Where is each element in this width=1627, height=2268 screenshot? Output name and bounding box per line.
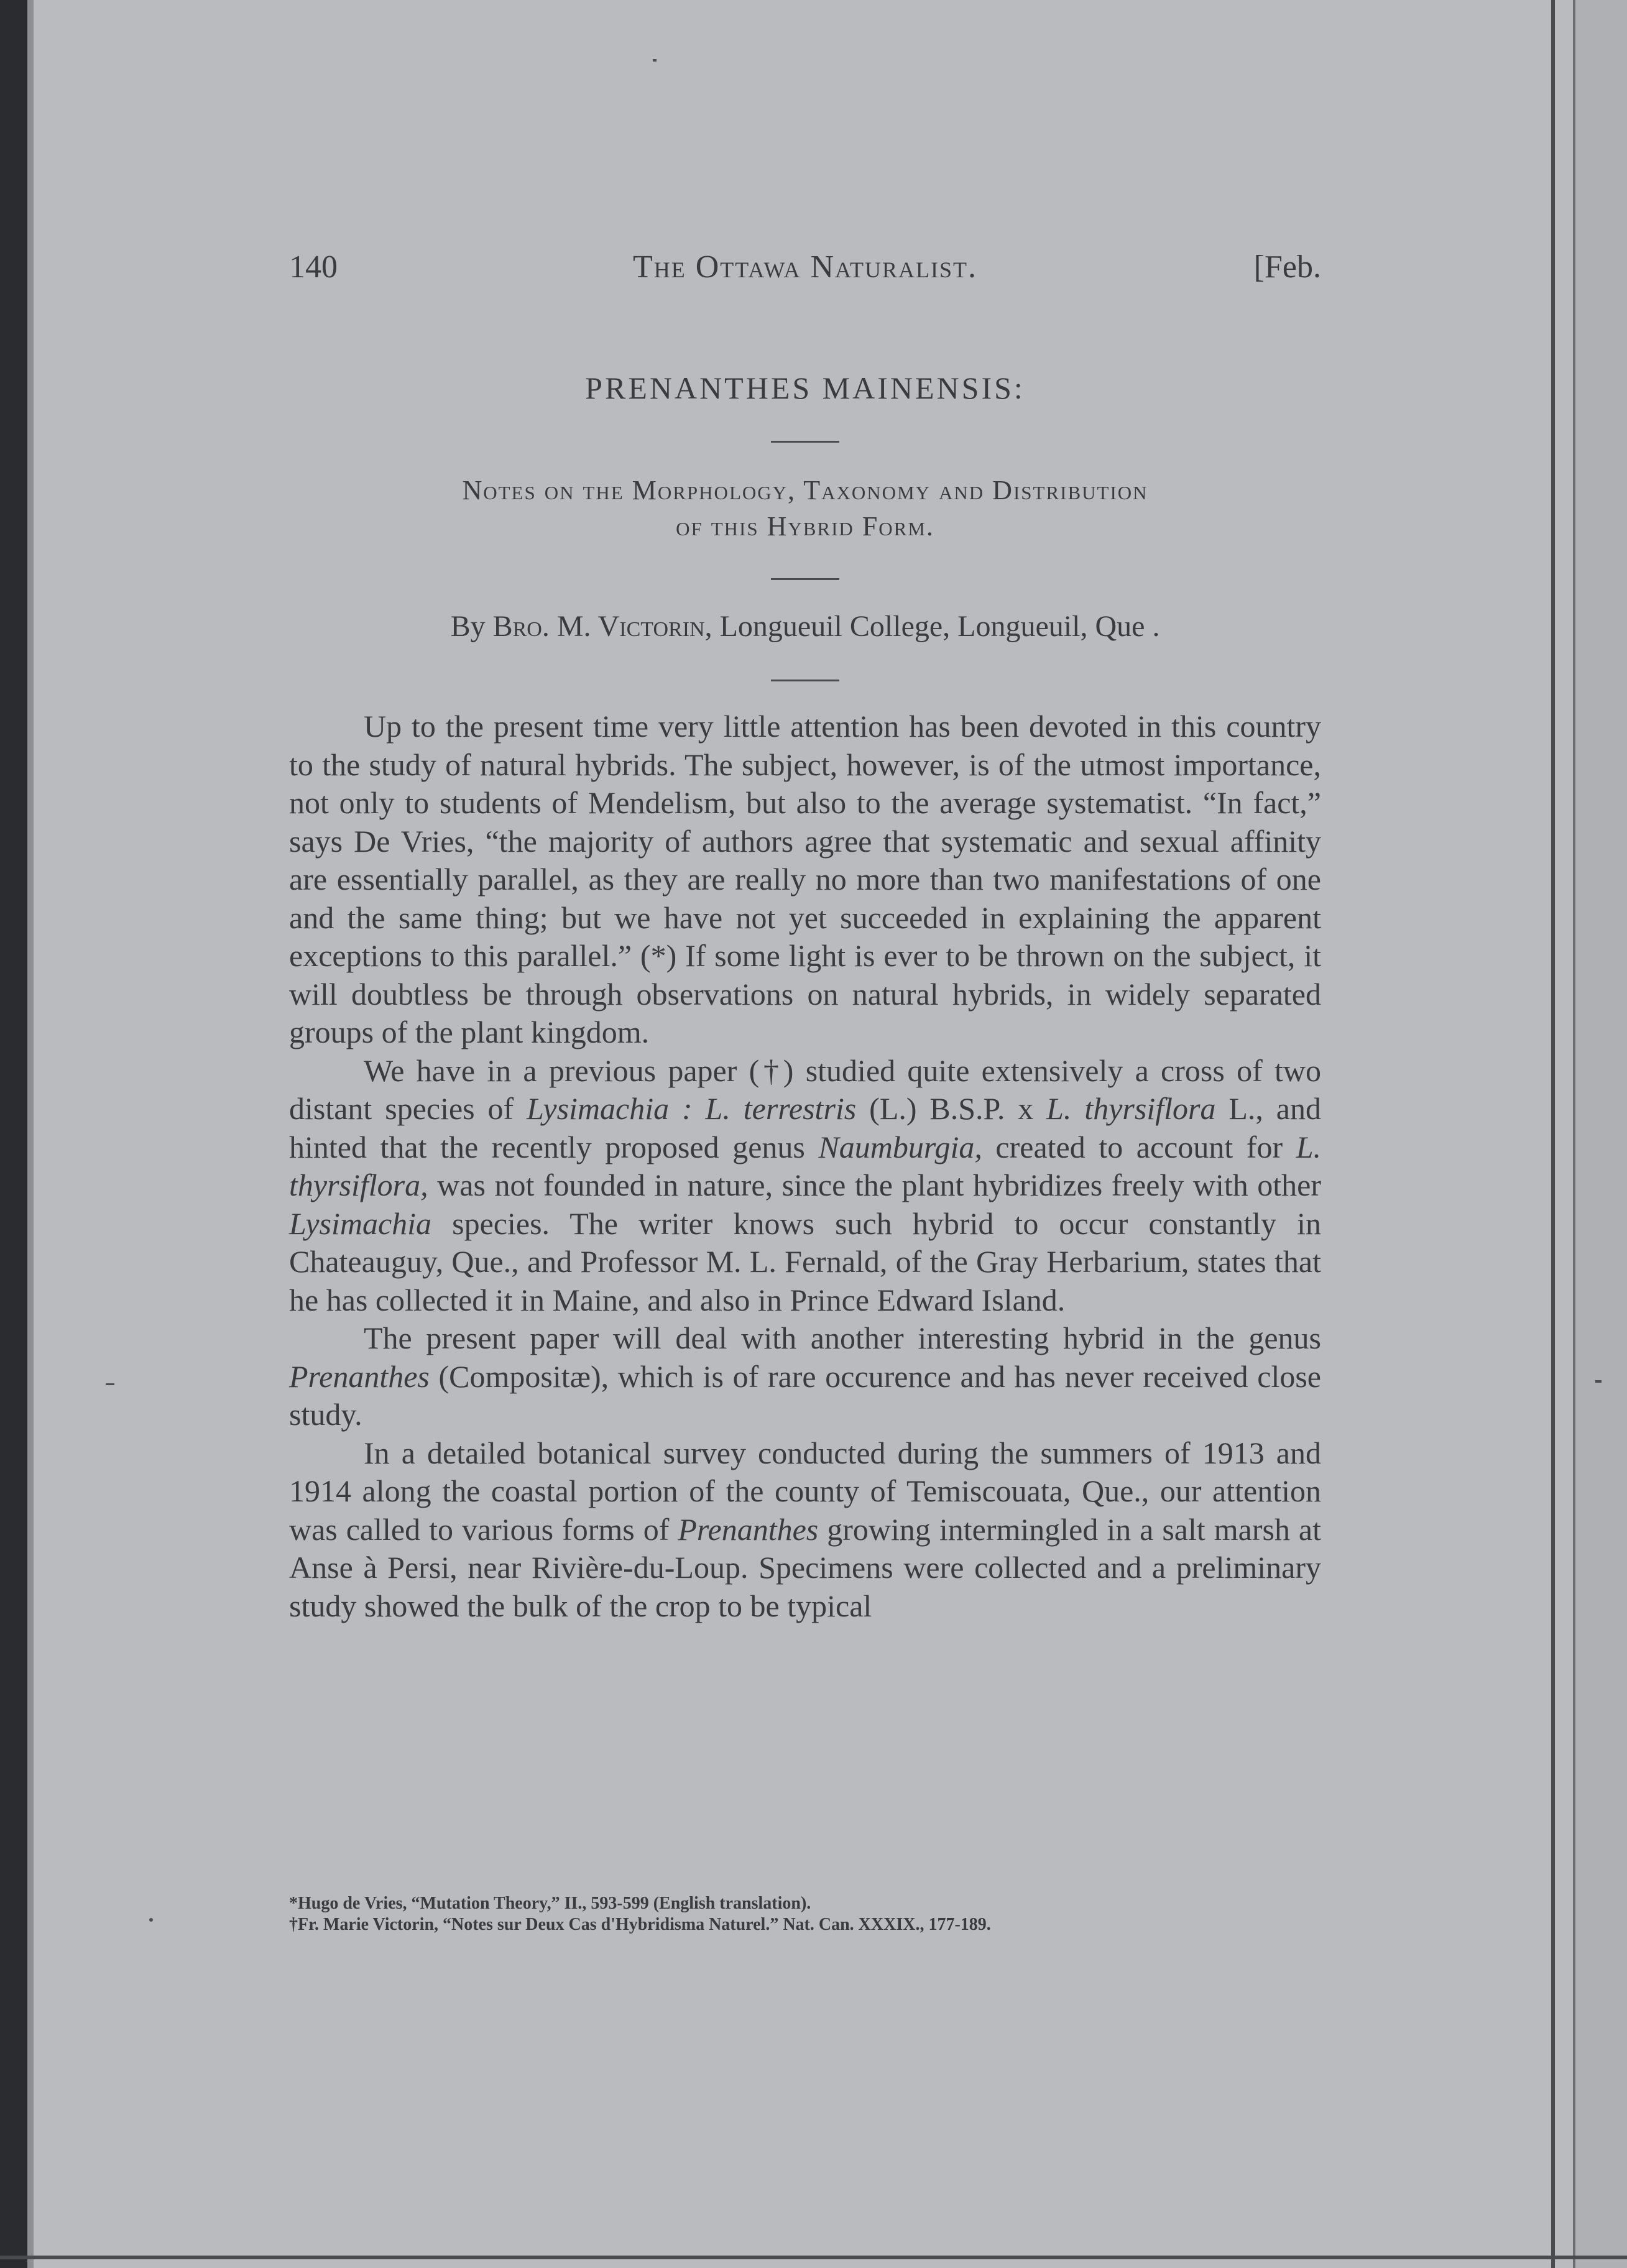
article-subtitle [289,472,1321,545]
paragraph-2-text: was not founded in nature, since the plant hybridizes freely with other [428,1168,1321,1202]
bottom-edge-line [0,2256,1627,2259]
right-binding-line [1551,0,1555,2268]
journal-title: The Ottawa Naturalist. [632,249,978,285]
paragraph-2-text: We have in a previous paper (†) studied quite extensively a cross of two distant species of [289,1053,1321,1126]
article-body [289,708,1321,1625]
page-left-edge [27,0,34,2268]
title-divider [771,441,839,443]
footnotes [289,1893,1334,1935]
paragraph-2-text: L., and hinted that the recently proposed genus [289,1091,1321,1164]
paragraph-1 [289,708,1321,1052]
species-name: L. thyrsiflora, [289,1129,1321,1202]
speck [1595,1380,1602,1383]
paragraph-2 [289,1052,1321,1320]
author-name: Bro. M. Victorin, [492,610,712,643]
author-affiliation: Longueuil College, Longueuil, Que . [719,610,1160,643]
speck [106,1383,114,1385]
paragraph-3 [289,1319,1321,1434]
paragraph-2-text: species. The writer knows such hybrid to occur constantly in Chateauguy, Que., and Professor M. L. Fernald, of the Gray Herbarium, states that he has collected it in Maine, and also in Prince Edward Island. [289,1205,1321,1317]
issue-month: [Feb. [1253,249,1321,285]
genus-name: Prenanthes [289,1358,430,1394]
byline-divider [771,680,839,681]
footnote-1: *Hugo de Vries, “Mutation Theory,” II., 593-599 (English translation). [289,1894,811,1913]
page-number: 140 [289,249,338,285]
running-header [289,249,1321,292]
genus-name: Naumburgia, [818,1129,982,1164]
subtitle-divider [771,578,839,580]
byline [289,609,1321,643]
species-name: Lysimachia : L. terrestris [527,1091,857,1126]
genus-name: Prenanthes [678,1511,819,1547]
species-name: L. thyrsiflora [1046,1091,1216,1126]
speck [149,1918,153,1922]
genus-name: Lysimachia [289,1205,432,1241]
speck [653,59,657,62]
subtitle-line-1: Notes on the Morphology, Taxonomy and Distribution [462,475,1148,505]
paragraph-4 [289,1434,1321,1626]
adjacent-page-strip [1575,0,1627,2268]
paragraph-2-text: (L.) B.S.P. x [856,1091,1047,1126]
paragraph-1-text: Up to the present time very little attention has been devoted in this country to the study of natural hybrids. The subject, however, is of the utmost importance, not only to students of Mendelism, but also to the average systematist. “In fact,” says De Vries, “the majority of authors agree that systematic and sexual affinity are essentially parallel, as they are really no more than two manifestations of one and the same thing; but we have not yet succeeded in explaining the apparent exceptions to this parallel.” (*) If some light is ever to be thrown on the subject, it will doubtless be through observations on natural hybrids, in widely separated groups of the plant kingdom. [289,709,1321,1049]
paragraph-3-text: (Compositæ), which is of rare occurence and has never received close study. [289,1358,1321,1432]
paragraph-4-text: In a detailed botanical survey conducted during the summers of 1913 and 1914 along the coastal portion of the county of Temiscouata, Que., our attention was called to various forms of [289,1435,1321,1547]
paragraph-3-text: The present paper will deal with another interesting hybrid in the genus [364,1321,1321,1355]
byline-prefix: By [450,610,486,643]
paragraph-2-text: created to account for [982,1129,1296,1164]
paragraph-4-text: growing intermingled in a salt marsh at Anse à Persi, near Rivière-du-Loup. Specimens were collected and a preliminary study showed the bulk of the crop to be typical [289,1511,1322,1623]
page-left-shadow [0,0,27,2268]
subtitle-line-2: of this Hybrid Form. [676,511,934,542]
article-title: PRENANTHES MAINENSIS: [585,371,1025,405]
footnote-2: †Fr. Marie Victorin, “Notes sur Deux Cas d'Hybridisma Naturel.” Nat. Can. XXXIX., 177-189. [289,1915,991,1934]
